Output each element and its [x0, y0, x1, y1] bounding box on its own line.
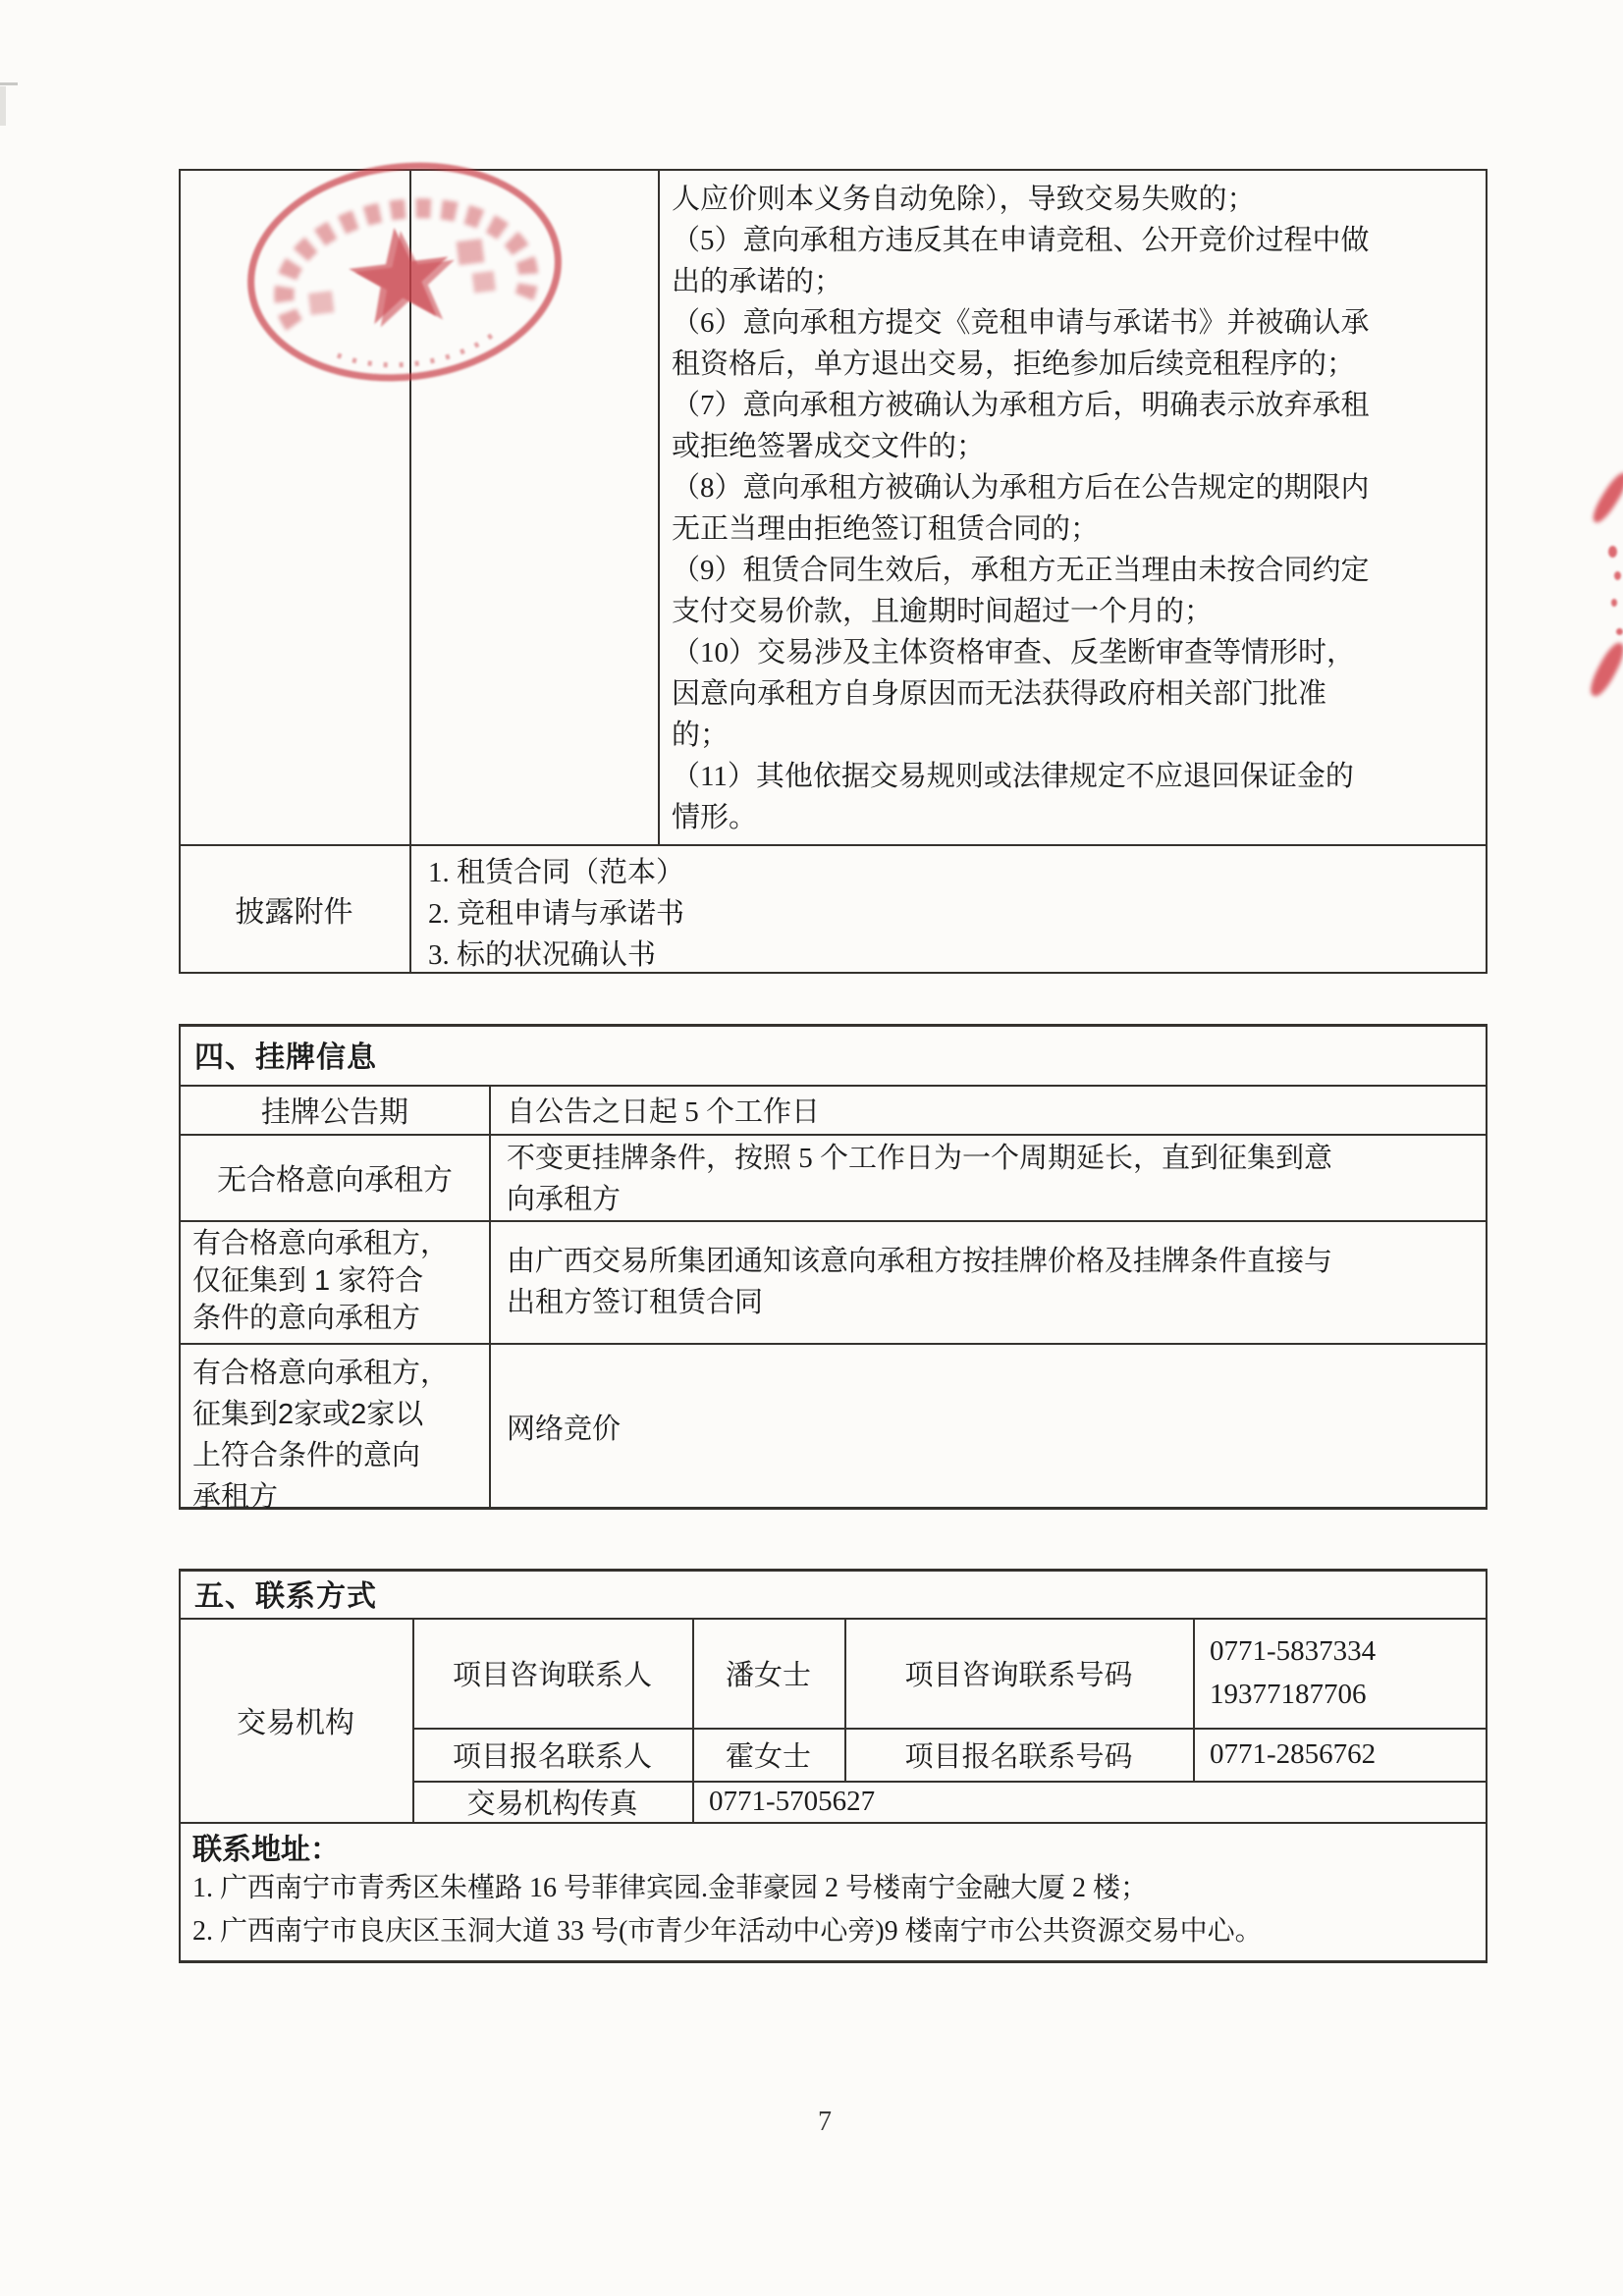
consult-contact-name: 潘女士	[725, 1659, 811, 1691]
consult-contact-label: 项目咨询联系人	[452, 1659, 652, 1691]
t2-line	[179, 1220, 1488, 1222]
phone-number: 0771-5837334	[1210, 1635, 1377, 1667]
terms-line: 出的承诺的；	[672, 266, 843, 297]
consult-phone-label: 项目咨询联系号码	[904, 1659, 1133, 1691]
red-ink-mark	[1586, 639, 1623, 699]
terms-line: 情形。	[672, 802, 758, 833]
label-line: 有合格意向承租方，	[192, 1228, 450, 1259]
attachment-item: 2. 竞租申请与承诺书	[428, 898, 685, 930]
trading-institution-label: 交易机构	[237, 1707, 354, 1739]
value-line: 向承租方	[507, 1184, 622, 1215]
value-line: 不变更挂牌条件，按照 5 个工作日为一个周期延长，直到征集到意	[507, 1143, 1333, 1174]
terms-line: 或拒绝签署成交文件的；	[672, 431, 986, 462]
fax-label: 交易机构传真	[466, 1788, 638, 1820]
red-ink-dot	[1611, 599, 1617, 607]
deposit-terms-text	[672, 179, 1481, 838]
register-contact-name: 霍女士	[725, 1740, 811, 1773]
one-qualified-tenant-label	[192, 1225, 487, 1337]
label-line: 承租方	[192, 1481, 279, 1513]
address-line: 1. 广西南宁市青秀区朱槿路 16 号菲律宾园.金菲豪园 2 号楼南宁金融大厦 2 楼；	[192, 1873, 1149, 1903]
attachment-item: 1. 租赁合同（范本）	[428, 857, 685, 888]
contact-address-title: 联系地址：	[192, 1834, 340, 1866]
label-line: 条件的意向承租方	[192, 1303, 421, 1334]
official-seal	[238, 154, 571, 390]
listing-period-value: 自公告之日起 5 个工作日	[507, 1095, 821, 1128]
terms-line: （6）意向承租方提交《竞租申请与承诺书》并被确认承	[672, 307, 1370, 339]
value-line: 由广西交易所集团通知该意向承租方按挂牌价格及挂牌条件直接与	[507, 1246, 1333, 1277]
disclosure-attachments-list	[428, 852, 1410, 976]
seal-serial-dots	[338, 334, 496, 372]
scan-artifact	[0, 82, 18, 85]
disclosure-attachments-label: 披露附件	[235, 896, 353, 929]
listing-period-label: 挂牌公告期	[261, 1096, 408, 1129]
t3-divider	[1193, 1618, 1195, 1781]
table1-divider-2	[658, 169, 660, 844]
phone-number: 19377187706	[1210, 1679, 1367, 1710]
label-line: 仅征集到 1 家符合	[192, 1265, 424, 1297]
register-phone-label: 项目报名联系号码	[904, 1740, 1133, 1773]
seal-smudge	[472, 271, 496, 294]
register-contact-label: 项目报名联系人	[452, 1740, 652, 1773]
seal-smudge	[308, 291, 335, 315]
value-line: 出租方签订租赁合同	[507, 1287, 764, 1318]
attachment-item: 3. 标的状况确认书	[428, 939, 657, 971]
terms-line: （11）其他依据交易规则或法律规定不应退回保证金的	[672, 761, 1354, 792]
terms-line: （7）意向承租方被确认为承租方后，明确表示放弃承租	[672, 390, 1370, 421]
terms-line: 因意向承租方自身原因而无法获得政府相关部门批准	[672, 678, 1327, 710]
label-line: 征集到2家或2家以	[192, 1399, 424, 1430]
listing-info-title: 四、挂牌信息	[194, 1041, 377, 1074]
terms-line: （8）意向承租方被确认为承租方后在公告规定的期限内	[672, 472, 1370, 504]
fax-number: 0771-5705627	[709, 1785, 876, 1817]
contact-info-title: 五、联系方式	[194, 1580, 377, 1613]
terms-line: （10）交易涉及主体资格审查、反垄断审查等情形时，	[672, 637, 1356, 668]
t2-divider	[489, 1085, 491, 1510]
terms-line: 的；	[672, 720, 730, 751]
consult-phone-numbers	[1210, 1629, 1485, 1716]
scan-artifact	[0, 86, 6, 126]
red-ink-mark	[1589, 469, 1623, 526]
page-number: 7	[818, 2107, 832, 2137]
label-line: 上符合条件的意向	[192, 1440, 421, 1471]
terms-line: 租资格后，单方退出交易，拒绝参加后续竞租程序的；	[672, 348, 1356, 380]
two-plus-qualified-tenant-label	[192, 1353, 487, 1518]
red-ink-dot	[1608, 546, 1617, 558]
no-qualified-tenant-value	[507, 1138, 1479, 1220]
red-ink-dot	[1614, 571, 1621, 580]
official-seal-graphic	[238, 154, 571, 390]
address-line: 2. 广西南宁市良庆区玉洞大道 33 号(市青少年活动中心旁)9 楼南宁市公共资源交易中心。	[192, 1916, 1263, 1947]
no-qualified-tenant-label: 无合格意向承租方	[217, 1164, 453, 1197]
terms-line: 无正当理由拒绝签订租赁合同的；	[672, 513, 1100, 545]
terms-line: （5）意向承租方违反其在申请竞租、公开竞价过程中做	[672, 225, 1370, 256]
label-line: 有合格意向承租方，	[192, 1358, 450, 1389]
terms-line: 人应价则本义务自动免除），导致交易失败的；	[672, 184, 1256, 215]
terms-line: 支付交易价款，且逾期时间超过一个月的；	[672, 596, 1214, 627]
red-ink-dot	[1616, 628, 1623, 635]
seal-smudge	[457, 239, 485, 265]
online-bidding-value: 网络竞价	[507, 1413, 622, 1445]
terms-line: （9）租赁合同生效后，承租方无正当理由未按合同约定	[672, 555, 1370, 586]
one-qualified-tenant-value	[507, 1241, 1479, 1323]
register-phone-number: 0771-2856762	[1210, 1737, 1377, 1770]
contact-address-lines	[192, 1867, 1479, 1953]
